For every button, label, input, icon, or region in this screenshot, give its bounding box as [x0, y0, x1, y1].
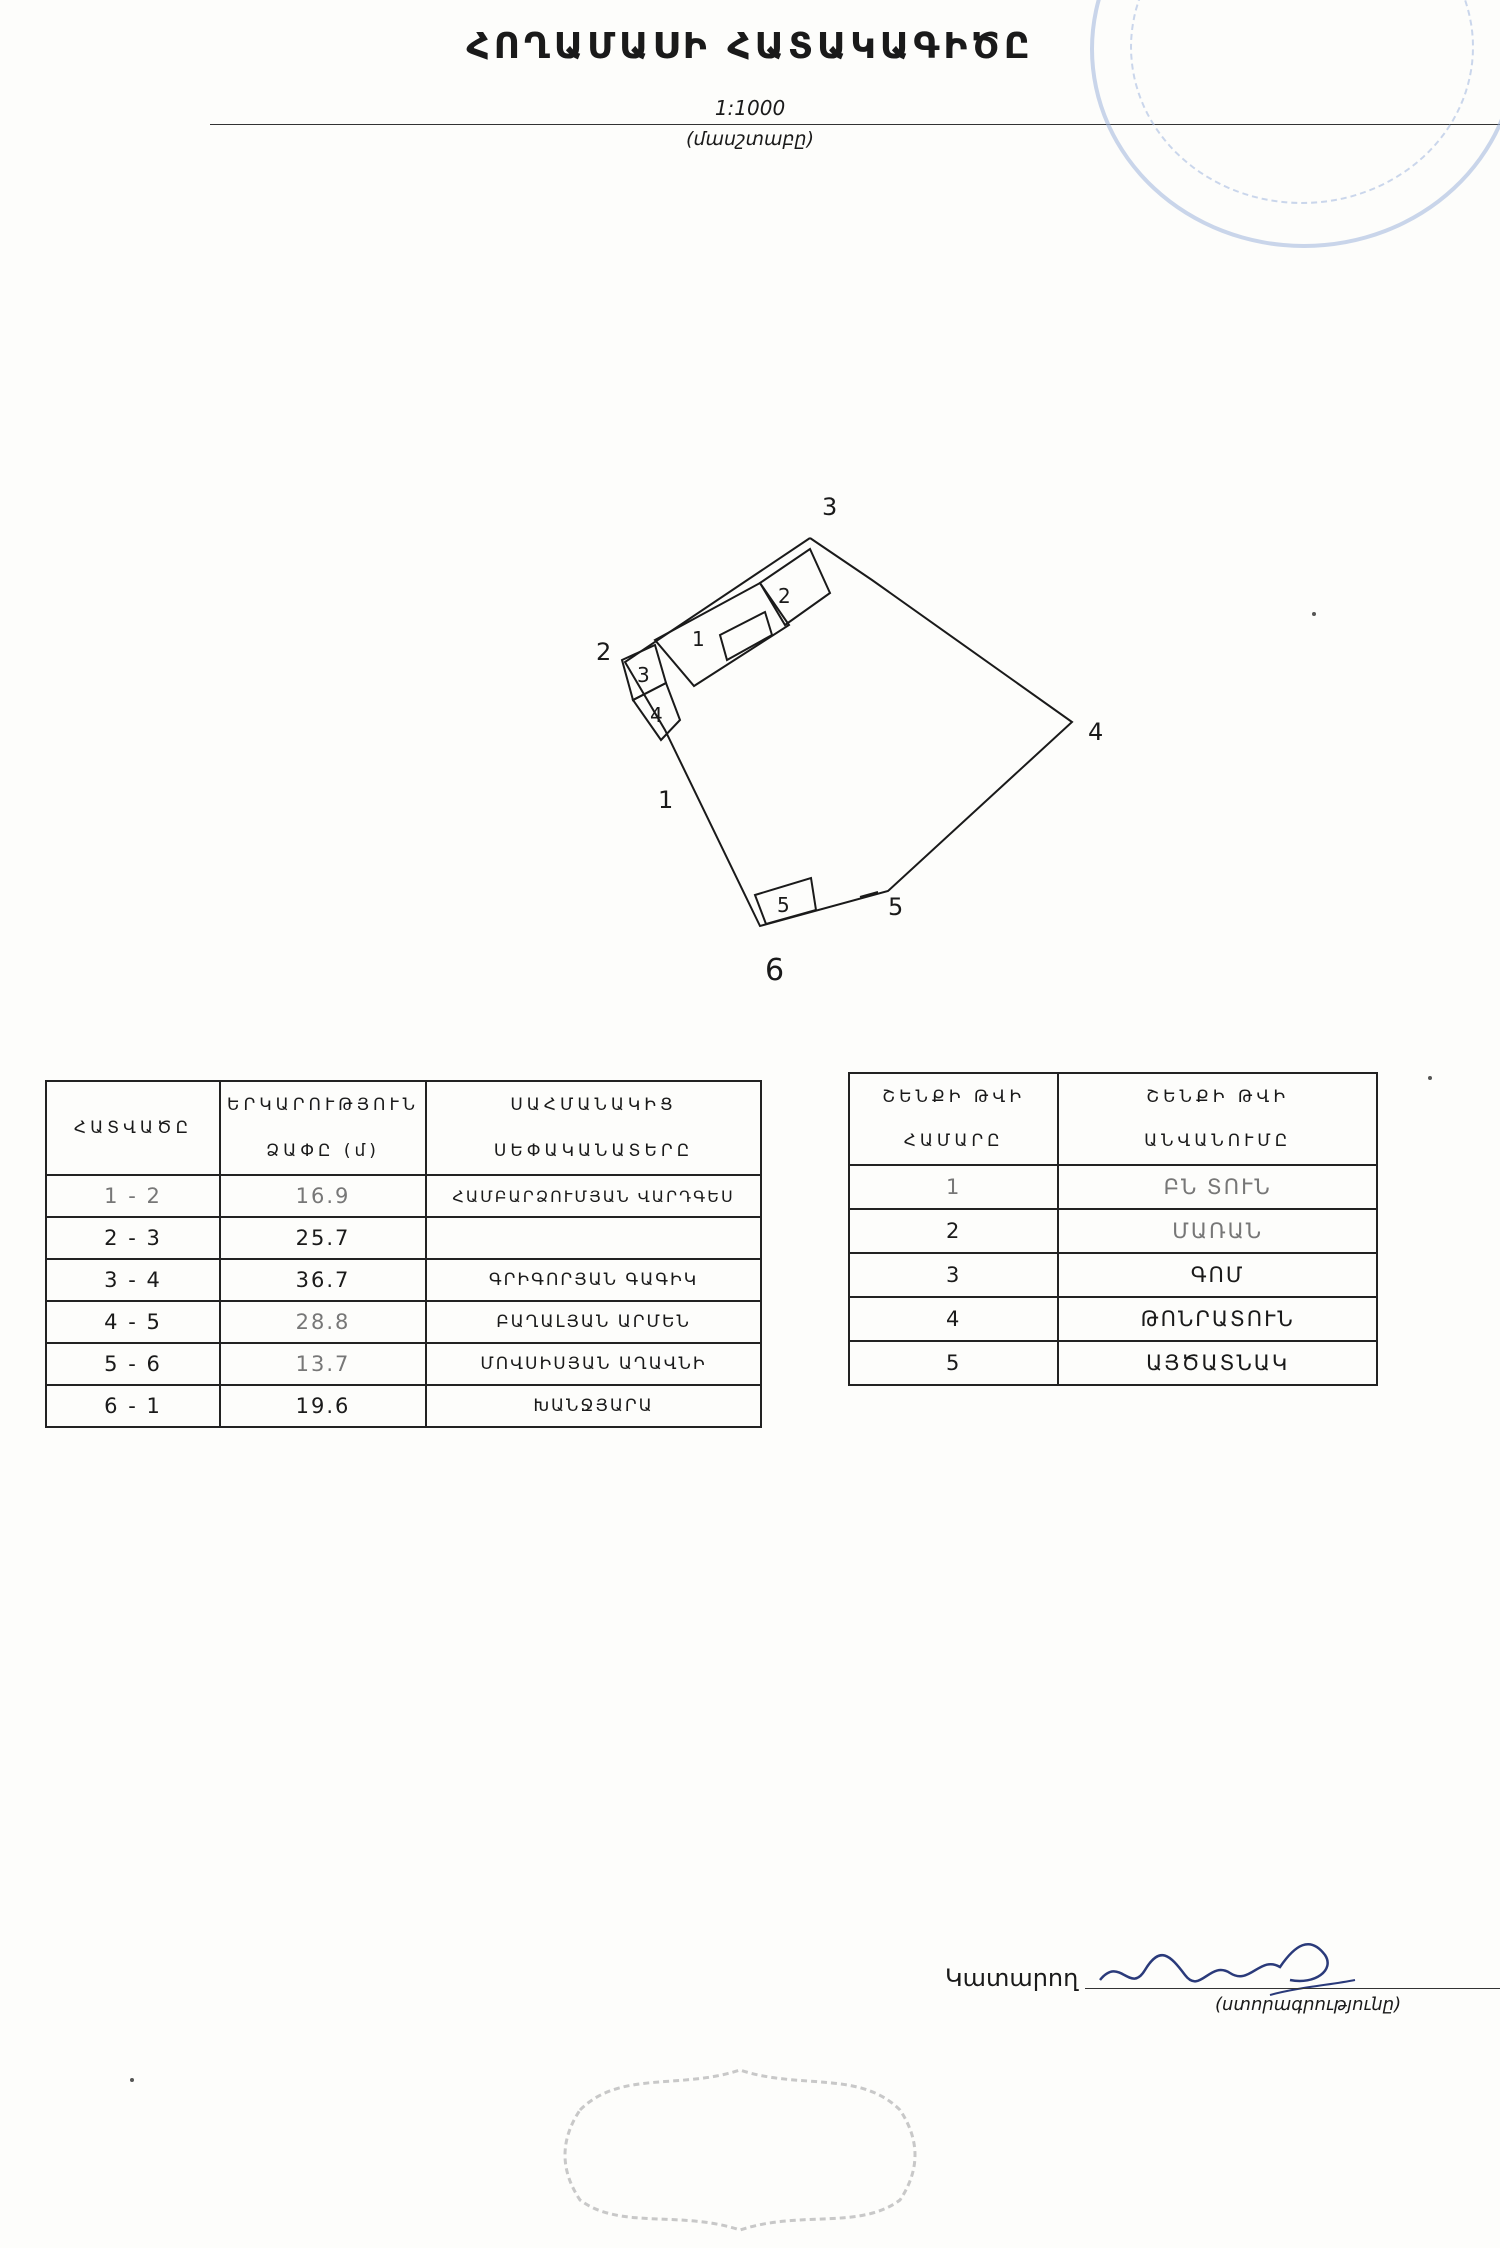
- header-neighbor: [426, 1081, 761, 1175]
- neighbor-cell: ՀԱՄԲԱՐՁՈՒՄՅԱՆ ՎԱՐԴԳԵՍ: [426, 1175, 761, 1217]
- length-cell: 19.6: [220, 1385, 426, 1427]
- table-row: [46, 1301, 761, 1343]
- building-name-cell: ԳՈՄ: [1058, 1253, 1377, 1297]
- table-header-row: [46, 1081, 761, 1175]
- border-table: [45, 1080, 762, 1428]
- plot-boundary: [625, 538, 1072, 926]
- point-label-4: 4: [1088, 718, 1104, 746]
- length-cell: 28.8: [220, 1301, 426, 1343]
- building-label-2: 2: [778, 584, 791, 608]
- segment-cell: 1 - 2: [46, 1175, 220, 1217]
- header-segment: ՀԱՏՎԱԾԸ: [46, 1081, 220, 1175]
- length-cell: 13.7: [220, 1343, 426, 1385]
- table-row: [46, 1259, 761, 1301]
- header-building-name-line1: ՇԵՆՔԻ ԹՎԻ: [1146, 1087, 1290, 1107]
- building-number-cell: 4: [849, 1297, 1058, 1341]
- building-name-cell: ԹՈՆՐԱՏՈՒՆ: [1058, 1297, 1377, 1341]
- building-number-cell: 1: [849, 1165, 1058, 1209]
- header-length-line1: ԵՐԿԱՐՈՒԹՅՈՒՆ: [227, 1095, 420, 1115]
- header-building-number-line1: ՇԵՆՔԻ ԹՎԻ: [882, 1087, 1026, 1107]
- segment-cell: 6 - 1: [46, 1385, 220, 1427]
- table-row: [849, 1253, 1377, 1297]
- scan-speck: [130, 2078, 134, 2082]
- building-name-cell: ԲՆ ՏՈՒՆ: [1058, 1165, 1377, 1209]
- table-row: [849, 1341, 1377, 1385]
- table-row: [46, 1217, 761, 1259]
- scale-value: 1:1000: [714, 96, 786, 120]
- site-plan-drawing: [0, 0, 1500, 1000]
- building-number-cell: 3: [849, 1253, 1058, 1297]
- point-label-5: 5: [888, 893, 904, 921]
- building-label-4: 4: [650, 703, 663, 727]
- point-label-1: 1: [658, 786, 674, 814]
- building-2: [760, 549, 830, 625]
- neighbor-cell: ԽԱՆՋՅԱՐԱ: [426, 1385, 761, 1427]
- table-row: [849, 1165, 1377, 1209]
- handwritten-signature: [1090, 1925, 1370, 2005]
- segment-cell: 3 - 4: [46, 1259, 220, 1301]
- neighbor-cell: ԲԱՂԱԼՅԱՆ ԱՐՄԵՆ: [426, 1301, 761, 1343]
- scan-speck: [1428, 1076, 1432, 1080]
- point-label-3: 3: [822, 493, 838, 521]
- table-row: [46, 1175, 761, 1217]
- scale-caption: (մասշտաբը): [686, 128, 814, 150]
- segment-cell: 2 - 3: [46, 1217, 220, 1259]
- table-header-row: [849, 1073, 1377, 1165]
- table-row: [46, 1385, 761, 1427]
- point-label-2: 2: [596, 638, 612, 666]
- header-building-name: [1058, 1073, 1377, 1165]
- building-name-cell: ՄԱՌԱՆ: [1058, 1209, 1377, 1253]
- neighbor-cell: ԳՐԻԳՈՐՅԱՆ ԳԱԳԻԿ: [426, 1259, 761, 1301]
- executor-label: Կատարող: [945, 1964, 1079, 1992]
- length-cell: 36.7: [220, 1259, 426, 1301]
- segment-cell: 4 - 5: [46, 1301, 220, 1343]
- building-label-5: 5: [777, 893, 790, 917]
- length-cell: 16.9: [220, 1175, 426, 1217]
- building-number-cell: 2: [849, 1209, 1058, 1253]
- neighbor-cell: ՄՈՎՍԻՍՅԱՆ ԱՂԱՎՆԻ: [426, 1343, 761, 1385]
- signature-caption: (ստորագրությունը): [1215, 1994, 1402, 2015]
- header-building-name-line2: ԱՆՎԱՆՈՒՄԸ: [1144, 1131, 1292, 1151]
- signature-line: [1085, 1988, 1500, 1989]
- header-neighbor-line1: ՍԱՀՄԱՆԱԿԻՑ: [510, 1095, 677, 1115]
- embossed-seal: [540, 2050, 940, 2240]
- building-label-1: 1: [692, 627, 705, 651]
- point-label-6: 6: [765, 953, 785, 988]
- building-label-3: 3: [637, 663, 650, 687]
- segment-cell: 5 - 6: [46, 1343, 220, 1385]
- length-cell: 25.7: [220, 1217, 426, 1259]
- table-row: [849, 1297, 1377, 1341]
- table-row: [849, 1209, 1377, 1253]
- building-name-cell: ԱՅԾԱՏՆԱԿ: [1058, 1341, 1377, 1385]
- neighbor-cell: [426, 1217, 761, 1259]
- table-row: [46, 1343, 761, 1385]
- header-length: [220, 1081, 426, 1175]
- header-neighbor-line2: ՍԵՓԱԿԱՆԱՏԵՐԸ: [493, 1141, 694, 1161]
- header-length-line2: ՁԱՓԸ (մ): [266, 1141, 380, 1161]
- building-table: [848, 1072, 1378, 1386]
- header-building-number: [849, 1073, 1058, 1165]
- scan-speck: [1312, 612, 1316, 616]
- header-building-number-line2: ՀԱՄԱՐԸ: [903, 1131, 1004, 1151]
- building-number-cell: 5: [849, 1341, 1058, 1385]
- page-title: ՀՈՂԱՄԱՍԻ ՀԱՏԱԿԱԳԻԾԸ: [466, 26, 1034, 67]
